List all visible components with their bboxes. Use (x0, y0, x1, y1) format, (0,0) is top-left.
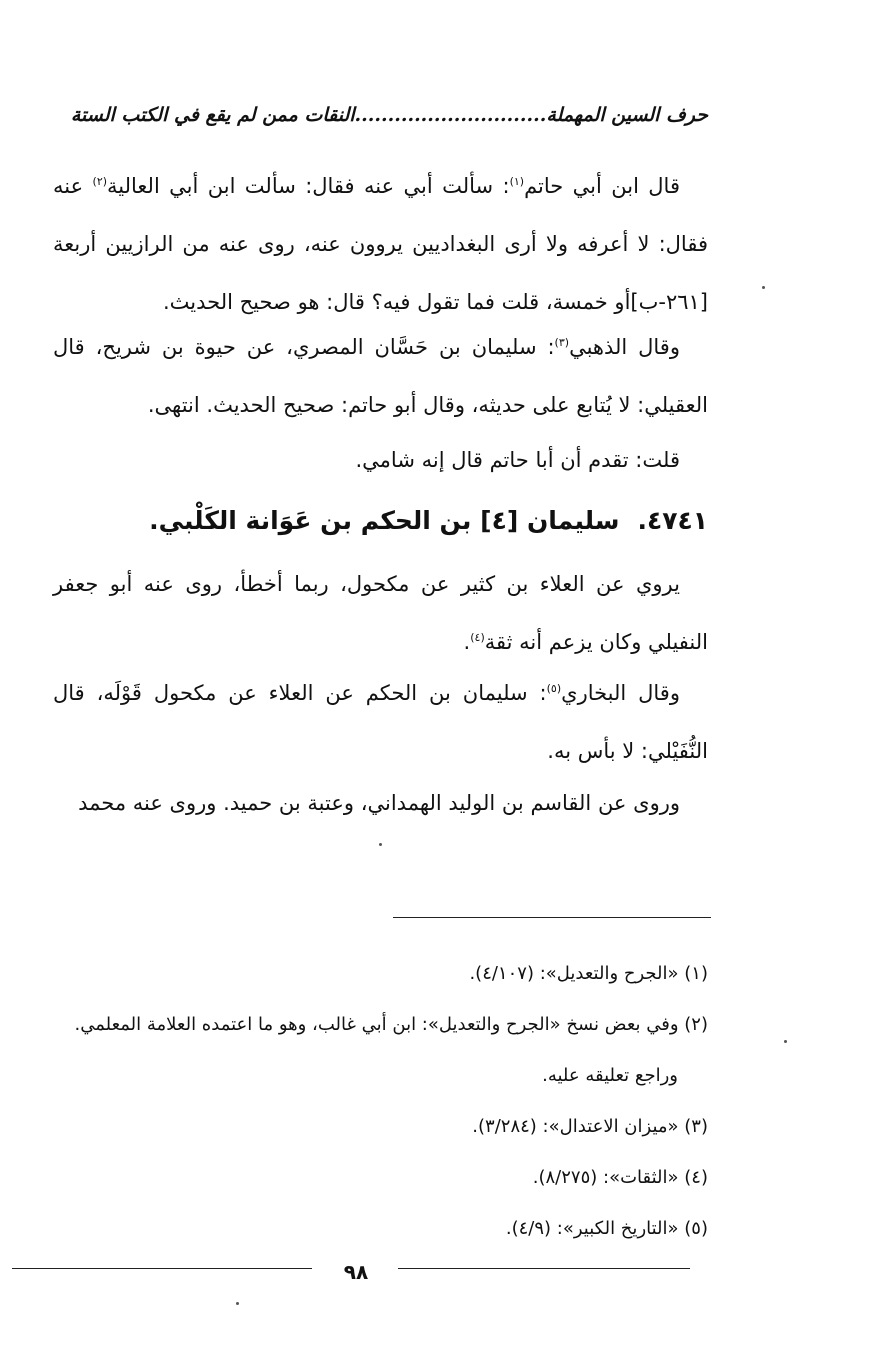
footnote-2: (٢) وفي بعض نسخ «الجرح والتعديل»: ابن أبي غالب، وهو ما اعتمده العلامة المعلمي. (74, 1014, 708, 1035)
footnote-4: (٤) «الثقات»: (٨/٢٧٥). (532, 1167, 708, 1188)
footnote-ref-2: (٢) (92, 175, 108, 188)
entry-paragraph-2-text-a: وقال البخاري (561, 681, 680, 705)
page-number: ٩٨ (325, 1258, 387, 1286)
footnote-2-continued: وراجع تعليقه عليه. (542, 1065, 678, 1086)
entry-paragraph-1-end: . (463, 630, 471, 654)
paragraph-1-text-a: قال ابن أبي حاتم (524, 174, 680, 198)
footnote-ref-1: (١) (509, 175, 525, 188)
entry-paragraph-3: وروى عن القاسم بن الوليد الهمداني، وعتبة بن حميد. وروى عنه محمد (78, 791, 680, 815)
scan-speck (762, 286, 765, 289)
footnote-separator (393, 917, 711, 918)
footnote-ref-3: (٣) (554, 336, 570, 349)
paragraph-1-text-b: : سألت أبي عنه فقال: سألت ابن أبي العالية (107, 174, 510, 198)
footnote-5: (٥) «التاريخ الكبير»: (٤/٩). (505, 1218, 708, 1239)
footnotes (8, 948, 708, 1254)
scan-speck (784, 1040, 787, 1043)
paragraph-2-text-a: وقال الذهبي (569, 335, 680, 359)
paragraph-2 (53, 318, 708, 434)
footnote-ref-5: (٥) (546, 682, 562, 695)
entry-paragraph-1 (53, 555, 708, 671)
footnote-ref-4: (٤) (470, 631, 485, 644)
footer-rule-left (12, 1268, 312, 1269)
paragraph-1-text-c: عنه فقال: لا أعرفه ولا أرى البغداديين يروون عنه، روى عنه من الرازيين أربعة [٢٦١-ب]أو خمسة، قلت فما تقول فيه؟ قال: هو صحيح الحديث. (53, 174, 708, 314)
scan-speck (379, 843, 382, 846)
running-header: حرف السين المهملة.............................النقات ممن لم يقع في الكتب الستة (70, 104, 708, 126)
entry-heading (53, 492, 708, 550)
entry-title: سليمان [٤] بن الحكم بن عَوَانة الكَلْبي. (149, 506, 620, 535)
paragraph-1 (53, 157, 708, 331)
scan-speck (236, 1302, 239, 1305)
entry-paragraph-2 (53, 664, 708, 780)
paragraph-2-text-b: : سليمان بن حَسَّان المصري، عن حيوة بن شريح، قال العقيلي: لا يُتابع على حديثه، وقال أبو حاتم: صحيح الحديث. انتهى. (53, 335, 708, 417)
footnote-1: (١) «الجرح والتعديل»: (٤/١٠٧). (469, 963, 708, 984)
entry-paragraph-2-text-b: : سليمان بن الحكم عن العلاء عن مكحول قَوْلَه، قال النُّفَيْلي: لا بأس به. (53, 681, 708, 763)
entry-number: ٤٧٤١. (637, 506, 708, 535)
entry-paragraph-1-text: يروي عن العلاء بن كثير عن مكحول، ربما أخطأ، روى عنه أبو جعفر النفيلي وكان يزعم أنه ثقة (53, 572, 708, 654)
footnote-3: (٣) «ميزان الاعتدال»: (٣/٢٨٤). (472, 1116, 708, 1137)
paragraph-3: قلت: تقدم أن أبا حاتم قال إنه شامي. (355, 448, 680, 472)
footer-rule-right (398, 1268, 690, 1269)
